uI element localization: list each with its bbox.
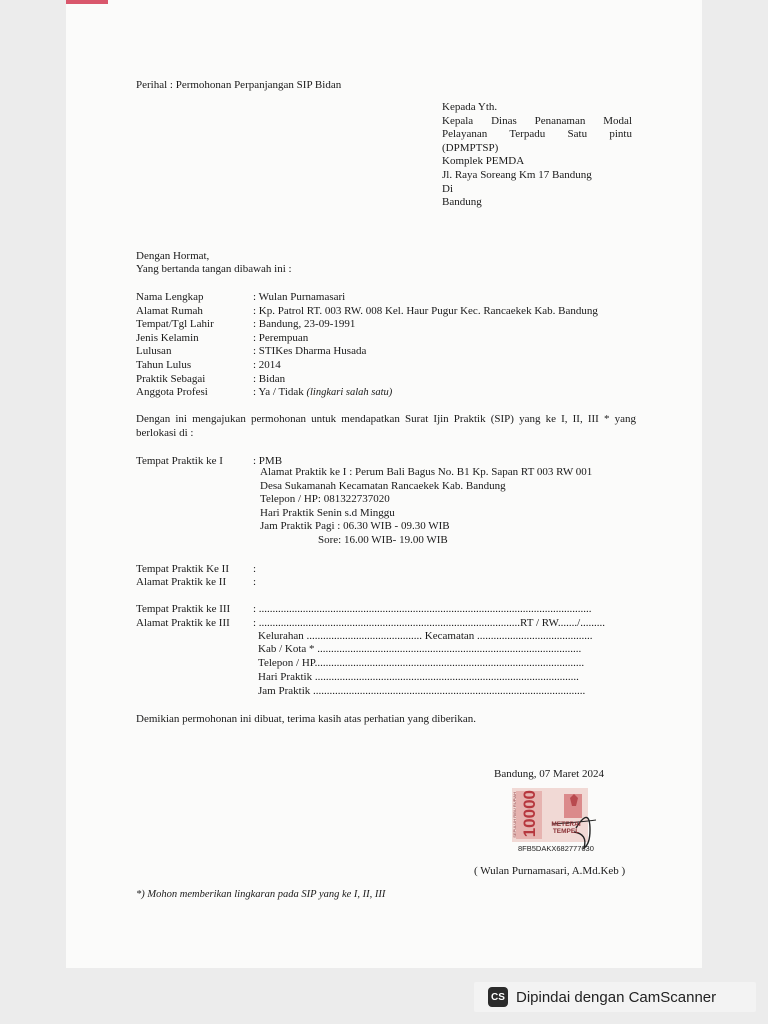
stamp-side-text: SEPULUH RIBU RUPIAH — [512, 792, 517, 838]
place3-address-value: : ...............................................................................................RT / RW......./......... — [253, 617, 605, 629]
request-paragraph: Dengan ini mengajukan permohonan untuk mendapatkan Surat Ijin Praktik (SIP) yang ke I, II, III * yang berlokasi di : — [136, 413, 636, 439]
identity-value: : 2014 — [253, 358, 281, 371]
subject-line: Perihal : Permohonan Perpanjangan SIP Bidan — [136, 79, 342, 91]
edge-mark — [66, 0, 108, 4]
camscanner-logo-icon: CS — [488, 987, 508, 1007]
place3-label: Tempat Praktik ke III — [136, 603, 231, 615]
identity-value: : Ya / Tidak — [253, 386, 304, 399]
greeting: Dengan Hormat, — [136, 250, 210, 262]
identity-row — [136, 332, 598, 346]
intro-text: Yang bertanda tangan dibawah ini : — [136, 263, 292, 275]
recipient-line: Bandung — [442, 196, 482, 209]
identity-value: : Bandung, 23-09-1991 — [253, 318, 356, 331]
place3-days: Hari Praktik ................................................................................................ — [258, 671, 579, 683]
place1-phone: Telepon / HP: 081322737020 — [260, 493, 390, 505]
identity-row — [136, 386, 598, 400]
place1-days: Hari Praktik Senin s.d Minggu — [260, 507, 395, 519]
place2-address-label: Alamat Praktik ke II — [136, 576, 227, 588]
place1-label: Tempat Praktik ke I — [136, 455, 223, 467]
identity-label: Tahun Lulus — [136, 358, 192, 371]
identity-value: : Bidan — [253, 372, 286, 385]
identity-label: Anggota Profesi — [136, 386, 208, 399]
identity-list — [136, 291, 598, 400]
signatory-name: ( Wulan Purnamasari, A.Md.Keb ) — [474, 865, 626, 877]
place2-colon: : — [253, 563, 257, 575]
stamp-serial: 8FB5DAKX682777630 — [518, 844, 594, 853]
camscanner-watermark — [474, 982, 756, 1012]
identity-label: Nama Lengkap — [136, 291, 204, 303]
date-place: Bandung, 07 Maret 2024 — [494, 768, 604, 780]
place3-kabkota: Kab / Kota * ................................................................................................ — [258, 643, 582, 655]
place1-hours-morning: Jam Praktik Pagi : 06.30 WIB - 09.30 WIB — [260, 520, 450, 532]
recipient-line: Pelayanan Terpadu Satu pintu — [442, 128, 632, 141]
recipient-line: Komplek PEMDA — [442, 155, 525, 168]
meterai-stamp — [512, 788, 608, 854]
recipient-line: Kepada Yth. — [442, 101, 498, 113]
recipient-line: Di — [442, 182, 453, 195]
place2-address-colon: : — [253, 576, 257, 588]
identity-value: : STIKes Dharma Husada — [253, 345, 367, 358]
identity-row — [136, 359, 598, 373]
place1-value: : PMB — [253, 455, 283, 467]
identity-value: : Kp. Patrol RT. 003 RW. 008 Kel. Haur Pugur Kec. Rancaekek Kab. Bandung — [253, 304, 598, 317]
recipient-line: Jl. Raya Soreang Km 17 Bandung — [442, 168, 592, 181]
identity-row — [136, 291, 598, 305]
identity-row — [136, 305, 598, 319]
place3-address-label: Alamat Praktik ke III — [136, 617, 230, 629]
place3-phone: Telepon / HP.................................................................................................. — [258, 657, 585, 669]
place3-hours: Jam Praktik ................................................................................................... — [258, 685, 586, 697]
place1-address: Alamat Praktik ke I : Perum Bali Bagus No. B1 Kp. Sapan RT 003 RW 001 — [260, 466, 593, 478]
closing-text: Demikian permohonan ini dibuat, terima kasih atas perhatian yang diberikan. — [136, 713, 476, 725]
identity-row — [136, 373, 598, 387]
place1-desa: Desa Sukamanah Kecamatan Rancaekek Kab. Bandung — [260, 480, 506, 492]
place1-hours-evening: Sore: 16.00 WIB- 19.00 WIB — [318, 534, 448, 546]
footnote: *) Mohon memberikan lingkaran pada SIP yang ke I, II, III — [136, 889, 386, 900]
recipient-block — [442, 101, 632, 210]
identity-value: : Wulan Purnamasari — [253, 291, 346, 303]
identity-row — [136, 345, 598, 359]
stamp-label: METERAI TEMPEL — [551, 821, 581, 835]
place3-value: : ......................................................................................................................... — [253, 603, 592, 615]
identity-label: Praktik Sebagai — [136, 372, 206, 385]
identity-label: Jenis Kelamin — [136, 331, 199, 344]
recipient-line: Kepala Dinas Penanaman Modal — [442, 114, 632, 127]
recipient-line: (DPMPTSP) — [442, 141, 499, 154]
identity-label: Alamat Rumah — [136, 304, 203, 317]
identity-label: Tempat/Tgl Lahir — [136, 318, 214, 331]
identity-row — [136, 318, 598, 332]
camscanner-label: Dipindai dengan CamScanner — [516, 988, 717, 1006]
place2-label: Tempat Praktik Ke II — [136, 563, 230, 575]
stamp-value: 10000 — [520, 790, 539, 838]
place3-kelurahan: Kelurahan .......................................... Kecamatan .......................................... — [258, 630, 593, 642]
identity-label: Lulusan — [136, 345, 172, 358]
identity-value: : Perempuan — [253, 331, 309, 344]
profesi-note: (lingkari salah satu) — [306, 387, 393, 399]
